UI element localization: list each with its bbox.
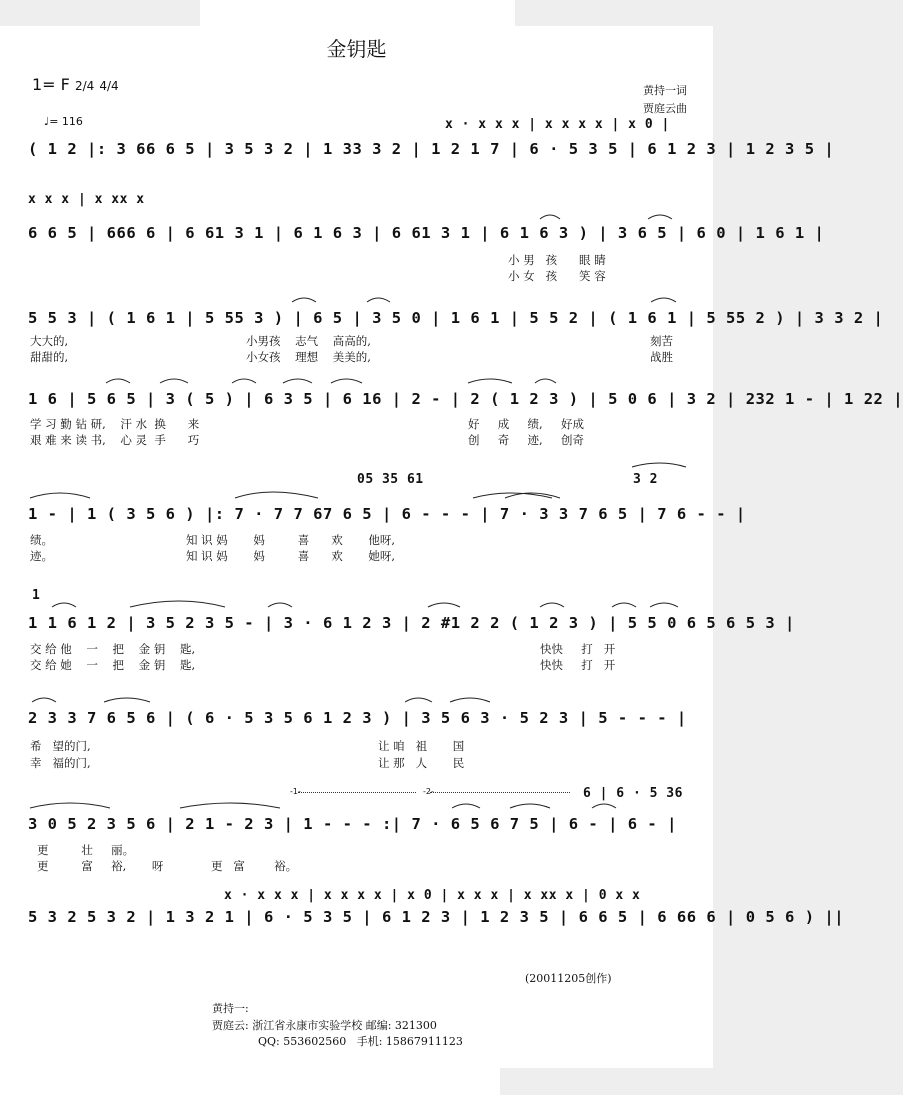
lyric-line-3d: 小女孩 理想 美美的, [246, 350, 371, 364]
slur-6 [106, 379, 130, 383]
lyric-line-7b: 幸 福的门, [30, 756, 91, 770]
notation-line-7: 2 3 3 7 6 5 6 | ( 6 · 5 3 5 6 1 2 3 ) | 3 5 6 3 · 5 2 3 | 5 - - - | [28, 709, 687, 727]
lyric-line-4b: 艰 难 来 读 书, 心 灵 手 巧 [30, 433, 200, 447]
slur-29 [30, 803, 110, 808]
slur-14 [235, 492, 318, 498]
lyric-line-3b: 甜甜的, [30, 350, 69, 364]
lyric-line-5b: 迹。 [30, 549, 53, 563]
slur-27 [405, 698, 432, 702]
slur-28 [450, 698, 490, 702]
slur-26 [104, 698, 150, 702]
key-label: 1= F [32, 75, 70, 94]
notation-line-4: 1 6 | 5 6 5 | 3 ( 5 ) | 6 3 5 | 6 16 | 2 - | 2 ( 1 2 3 ) | 5 0 6 | 3 2 | 232 1 - | 1 22 | [28, 390, 903, 408]
lyric-line-6a: 交 给 他 一 把 金 钥 匙, [30, 642, 196, 656]
lyric-line-5c: 知 识 妈 妈 喜 欢 他呀, [186, 533, 395, 547]
notation-line-8: 3 0 5 2 3 5 6 | 2 1 - 2 3 | 1 - - - :| 7 · 6 5 6 7 5 | 6 - | 6 - | [28, 815, 677, 833]
slur-4 [367, 298, 390, 302]
slur-33 [592, 804, 616, 808]
time-signature-2: 4/4 [99, 79, 119, 93]
slur-32 [510, 804, 550, 808]
slur-23 [612, 603, 636, 607]
lyricist-credit: 黄持一词 [643, 84, 687, 97]
lyric-line-4a: 学 习 勤 钻 研, 汗 水 换 来 [30, 417, 200, 431]
slur-9 [283, 379, 312, 383]
lyric-line-3e: 刻苦 [650, 334, 673, 348]
upper-voice-line-5: 05 35 61 [357, 472, 424, 487]
song-title: 金钥匙 [326, 37, 387, 61]
lyric-line-6d: 快快 打 开 [540, 658, 616, 672]
slur-21 [428, 603, 460, 607]
slur-22 [540, 603, 564, 607]
notation-line-5: 1 - | 1 ( 3 5 6 ) |: 7 · 7 7 67 6 5 | 6 - - - | 7 · 3 3 7 6 5 | 7 6 - - | [28, 505, 746, 523]
lyric-line-6c: 快快 打 开 [540, 642, 616, 656]
slur-25 [32, 698, 56, 702]
notation-line-3: 5 5 3 | ( 1 6 1 | 5 55 3 ) | 6 5 | 3 5 0 | 1 6 1 | 5 5 2 | ( 1 6 1 | 5 55 2 ) | 3 3 2 | [28, 309, 884, 327]
lyric-line-4d: 创 奇 迹, 创奇 [468, 433, 584, 447]
bottom-margin-gray [500, 1068, 713, 1095]
slur-31 [452, 804, 480, 808]
slur-12 [535, 379, 556, 383]
slur-5 [651, 298, 676, 302]
volta-label-2: -2- [423, 787, 434, 796]
contact-line-3: QQ: 553602560 手机: 15867911123 [258, 1035, 463, 1048]
upper-voice-right-line-5: 3 2 [633, 472, 658, 487]
lyric-line-5a: 绩。 [30, 533, 53, 547]
lyric-line-8a: 更 壮 丽。 [37, 843, 135, 857]
notation-line-2: 6 6 5 | 666 6 | 6 61 3 1 | 6 1 6 3 | 6 61 3 1 | 6 1 6 3 ) | 3 6 5 | 6 0 | 1 6 1 | [28, 224, 825, 242]
lyric-line-7c: 让 咱 祖 国 [378, 739, 465, 753]
time-signature-1: 2/4 [74, 79, 95, 93]
composer-credit: 贾庭云曲 [643, 102, 687, 115]
slur-13 [30, 493, 90, 498]
slur-3 [292, 298, 316, 302]
notation-line-9: 5 3 2 5 3 2 | 1 3 2 1 | 6 · 5 3 5 | 6 1 2 3 | 1 2 3 5 | 6 6 5 | 6 66 6 | 0 5 6 ) || [28, 908, 845, 926]
slur-8 [232, 379, 256, 383]
lyric-line-2a: 小 男 孩 眼 睛 [508, 253, 606, 267]
slur-11 [468, 379, 512, 383]
contact-line-1: 黄持一: [212, 1002, 249, 1015]
rhythm-line-9: x · x x x | x x x x | x 0 | x x x | x xx x | 0 x x [224, 888, 641, 903]
composition-date: (20011205创作) [525, 972, 612, 985]
contact-line-2: 贾庭云: 浙江省永康市实验学校 邮编: 321300 [212, 1019, 437, 1032]
slur-24 [650, 603, 678, 607]
notation-line-1: ( 1 2 |: 3 66 6 5 | 3 5 3 2 | 1 33 3 2 | 1 2 1 7 | 6 · 5 3 5 | 6 1 2 3 | 1 2 3 5 | [28, 140, 835, 158]
tempo-marking: ♩= 116 [44, 115, 83, 128]
rhythm-line-1: x · x x x | x x x x | x 0 | [445, 117, 670, 132]
slur-19 [130, 601, 225, 607]
slur-30 [180, 803, 280, 808]
notation-line-6: 1 1 6 1 2 | 3 5 2 3 5 - | 3 · 6 1 2 3 | 2 #1 2 2 ( 1 2 3 ) | 5 5 0 6 5 6 5 3 | [28, 614, 795, 632]
lyric-line-3a: 大大的, [30, 334, 69, 348]
lyric-line-3f: 战胜 [650, 350, 673, 364]
slur-10 [331, 379, 362, 383]
slur-18 [52, 603, 76, 607]
slur-2 [648, 215, 672, 219]
lyric-line-2b: 小 女 孩 笑 容 [508, 269, 606, 283]
rhythm-line-2: x x x | x xx x [28, 192, 145, 207]
volta-label-1: -1- [290, 787, 301, 796]
lyric-line-7d: 让 那 人 民 [378, 756, 465, 770]
lyric-line-8b: 更 富 裕, 呀 更 富 裕。 [37, 859, 298, 873]
slur-1 [540, 215, 560, 219]
slur-16 [505, 493, 560, 498]
lyric-line-4c: 好 成 绩, 好成 [468, 417, 584, 431]
lyric-line-3c: 小男孩 志气 高高的, [246, 334, 371, 348]
lyric-line-7a: 希 望的门, [30, 739, 91, 753]
lyric-line-6b: 交 给 她 一 把 金 钥 匙, [30, 658, 196, 672]
slur-17 [632, 463, 686, 467]
slur-20 [268, 603, 292, 607]
slur-7 [160, 379, 188, 383]
lyric-line-5d: 知 识 妈 妈 喜 欢 她呀, [186, 549, 395, 563]
upper-voice-line-8: 6 | 6 · 5 36 [583, 786, 683, 801]
marker-line-6: 1 [32, 588, 41, 603]
